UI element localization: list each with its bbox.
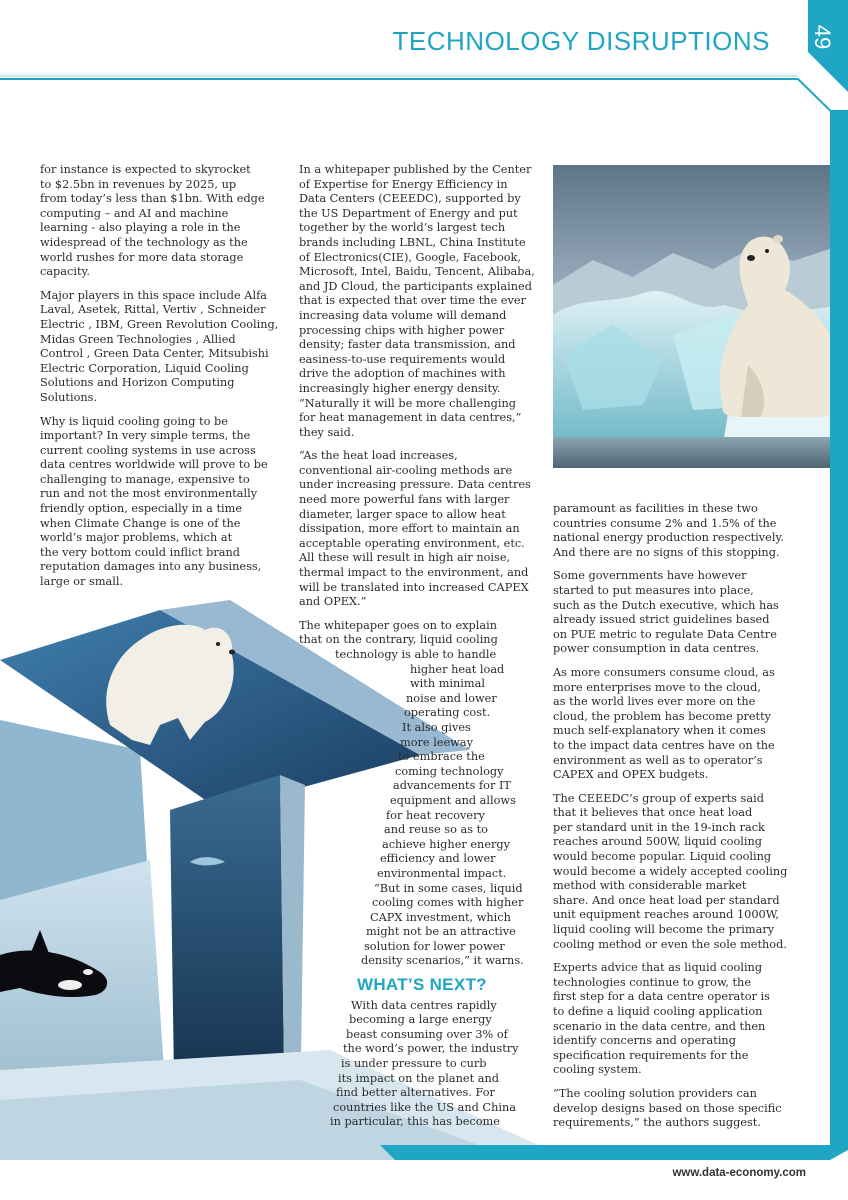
text-line: CAPX investment, which <box>370 910 511 924</box>
text-line: of Expertise for Energy Efficiency in <box>299 177 508 191</box>
text-line: and JD Cloud, the participants explained <box>299 279 532 293</box>
text-line: data centres worldwide will prove to be <box>40 458 268 472</box>
text-line: Electric Corporation, Liquid Cooling <box>40 361 249 375</box>
text-line: diameter, larger space to allow heat <box>299 507 506 521</box>
text-line: In a whitepaper published by the Center <box>299 163 532 176</box>
text-line: run and not the most environmentally <box>40 487 258 501</box>
text-line: paramount as facilities in these two <box>553 502 758 515</box>
paragraph <box>299 449 531 610</box>
text-line: with minimal <box>410 677 485 691</box>
text-line: And there are no signs of this stopping. <box>553 545 780 559</box>
text-line: for heat management in data centres,” <box>299 411 522 425</box>
text-line: already issued strict guidelines based <box>553 613 770 627</box>
text-line: increasingly higher energy density. <box>299 381 501 395</box>
text-line: need more powerful fans with larger <box>299 493 510 507</box>
text-line: widespread of the technology as the <box>40 235 248 249</box>
text-line: cooling system. <box>553 1063 642 1077</box>
text-line: countries consume 2% and 1.5% of the <box>553 516 777 530</box>
text-line: and OPEX.” <box>299 595 367 609</box>
page-number: 49 <box>809 24 835 50</box>
text-line: the word’s power, the industry <box>343 1042 519 1056</box>
text-line: power consumption in data centres. <box>553 642 760 656</box>
text-line: scenario in the data centre, and then <box>553 1019 766 1033</box>
text-line: share. And once heat load per standard <box>553 893 780 907</box>
text-line: Why is liquid cooling going to be <box>40 414 228 428</box>
text-line: under increasing pressure. Data centres <box>299 478 531 492</box>
text-line: per standard unit in the 19-inch rack <box>553 820 765 834</box>
text-line: cooling comes with higher <box>372 896 524 910</box>
paragraph <box>553 791 788 953</box>
paragraph <box>553 502 784 560</box>
text-column-3 <box>553 502 788 1140</box>
text-line: “As the heat load increases, <box>299 449 458 463</box>
text-line: technologies continue to grow, the <box>553 975 751 989</box>
text-line: liquid cooling will become the primary <box>553 923 775 937</box>
text-line: might not be an attractive <box>366 925 516 939</box>
text-line: from today’s less than $1bn. With edge <box>40 192 265 206</box>
text-line: reaches around 500W, liquid cooling <box>553 835 763 849</box>
text-line: environment as well as to operator’s <box>553 753 763 767</box>
text-line: that is expected that over time the ever <box>299 294 526 308</box>
text-line: brands including LBNL, China Institute <box>299 235 526 249</box>
text-line: identify concerns and operating <box>553 1034 736 1048</box>
footer-url[interactable]: www.data-economy.com <box>672 1167 806 1179</box>
text-line: dissipation, more effort to maintain an <box>299 522 520 536</box>
text-line: to the impact data centres have on the <box>553 738 775 752</box>
text-line: As more consumers consume cloud, as <box>553 665 775 679</box>
paragraph <box>553 961 771 1078</box>
text-line: CAPEX and OPEX budgets. <box>553 768 709 782</box>
text-line: computing – and AI and machine <box>40 206 229 220</box>
text-line: achieve higher energy <box>382 837 511 851</box>
text-line: develop designs based on those specific <box>553 1101 782 1115</box>
text-column-1 <box>40 163 279 599</box>
text-line: Major players in this space include Alfa <box>40 288 267 302</box>
text-line: and reuse so as to <box>384 823 488 837</box>
text-line: becoming a large energy <box>349 1013 492 1027</box>
text-line: is under pressure to curb <box>341 1057 487 1071</box>
text-line: for heat recovery <box>386 808 485 822</box>
text-line: cooling method or even the sole method. <box>553 937 787 951</box>
wrapped-paragraph <box>299 999 517 1130</box>
text-line: national energy production respectively. <box>553 531 784 545</box>
text-line: increasing data volume will demand <box>299 308 507 322</box>
text-line: “Naturally it will be more challenging <box>299 396 516 410</box>
paragraph <box>553 665 775 783</box>
text-line: to $2.5bn in revenues by 2025, up <box>40 177 237 191</box>
text-line: countries like the US and China <box>333 1100 516 1114</box>
text-line: would become a widely accepted cooling <box>553 864 788 878</box>
text-line: that on the contrary, liquid cooling <box>299 633 498 647</box>
text-line: started to put measures into place, <box>553 583 754 597</box>
text-line: technology is able to handle <box>335 648 497 661</box>
text-line: With data centres rapidly <box>351 998 497 1012</box>
text-line: All these will result in high air noise, <box>299 551 511 565</box>
text-line: thermal impact to the environment, and <box>299 566 529 580</box>
text-line: Laval, Asetek, Rittal, Vertiv , Schneider <box>40 303 266 317</box>
wrapped-paragraph <box>299 618 524 969</box>
text-line: requirements,” the authors suggest. <box>553 1116 761 1130</box>
text-line: together by the world’s largest tech <box>299 221 506 235</box>
text-line: advancements for IT <box>393 779 511 793</box>
text-line: reputation damages into any business, <box>40 560 262 574</box>
text-line: higher heat load <box>410 662 505 676</box>
paragraph <box>40 415 276 590</box>
text-line: drive the adoption of machines with <box>299 367 506 381</box>
text-line: Data Centers (CEEEDC), supported by <box>299 192 521 206</box>
text-line: acceptable operating environment, etc. <box>299 536 525 550</box>
text-line: easiness-to-use requirements would <box>299 352 506 366</box>
text-line: beast consuming over 3% of <box>346 1027 508 1041</box>
text-line: Experts advice that as liquid cooling <box>553 961 763 975</box>
text-line: that it believes that once heat load <box>553 806 753 820</box>
text-line: they said. <box>299 425 355 439</box>
text-line: challenging to manage, expensive to <box>40 472 250 486</box>
text-line: of Electronics(CIE), Google, Facebook, <box>299 250 521 264</box>
text-line: first step for a data centre operator is <box>553 990 770 1004</box>
text-line: environmental impact. <box>377 866 507 880</box>
text-line: in particular, this has become <box>330 1115 500 1129</box>
text-line: The whitepaper goes on to explain <box>299 618 497 632</box>
text-line: equipment and allows <box>390 793 516 807</box>
text-line: world’s major problems, which at <box>40 531 233 545</box>
paragraph <box>40 163 276 280</box>
text-line: density; faster data transmission, and <box>299 338 516 352</box>
text-line: Some governments have however <box>553 569 747 583</box>
text-line: to embrace the <box>398 750 485 764</box>
text-line: learning - also playing a role in the <box>40 221 241 235</box>
section-title: TECHNOLOGY DISRUPTIONS <box>392 26 770 56</box>
text-line: solution for lower power <box>364 939 505 953</box>
text-line: friendly option, especially in a time <box>40 502 243 516</box>
text-line: would become popular. Liquid cooling <box>553 850 772 864</box>
text-line: find better alternatives. For <box>336 1086 495 1100</box>
text-line: Solutions and Horizon Computing <box>40 376 235 390</box>
text-line: as the world lives ever more on the <box>553 695 756 709</box>
text-line: to define a liquid cooling application <box>553 1005 763 1018</box>
text-line: Electric , IBM, Green Revolution Cooling, <box>40 317 279 331</box>
text-line: world rushes for more data storage <box>40 250 244 264</box>
text-line: its impact on the planet and <box>338 1071 499 1085</box>
text-line: much self-explanatory when it comes <box>553 724 766 738</box>
paragraph <box>40 288 279 406</box>
text-line: more enterprises move to the cloud, <box>553 680 761 694</box>
text-line: processing chips with higher power <box>299 323 505 337</box>
text-line: unit equipment reaches around 1000W, <box>553 908 779 922</box>
paragraph <box>299 163 535 440</box>
text-line: the US Department of Energy and put <box>299 206 518 220</box>
text-line: Solutions. <box>40 390 98 404</box>
text-line: will be translated into increased CAPEX <box>299 580 529 594</box>
text-line: noise and lower <box>406 691 497 705</box>
text-line: the very bottom could inflict brand <box>40 545 240 559</box>
text-line: Microsoft, Intel, Baidu, Tencent, Alibaba, <box>299 265 535 279</box>
text-column-2 <box>299 163 535 1139</box>
text-line: capacity. <box>40 265 90 279</box>
text-line: It also gives <box>402 720 471 734</box>
text-line: Midas Green Technologies , Allied <box>40 332 236 346</box>
text-line: for instance is expected to skyrocket <box>40 163 251 176</box>
text-line: Control , Green Data Center, Mitsubishi <box>40 347 269 361</box>
text-line: coming technology <box>395 764 504 778</box>
text-line: efficiency and lower <box>380 852 496 866</box>
text-line: specification requirements for the <box>553 1048 749 1062</box>
text-line: large or small. <box>40 575 124 589</box>
paragraph <box>553 1086 782 1131</box>
text-line: “The cooling solution providers can <box>553 1086 757 1100</box>
text-line: “But in some cases, liquid <box>374 881 523 895</box>
paragraph <box>553 569 779 657</box>
section-heading: WHAT’S NEXT? <box>357 975 487 995</box>
text-line: important? In very simple terms, the <box>40 429 251 443</box>
text-line: on PUE metric to regulate Data Centre <box>553 627 777 641</box>
text-line: conventional air-cooling methods are <box>299 463 513 477</box>
text-line: The CEEEDC’s group of experts said <box>553 791 764 805</box>
text-line: cloud, the problem has become pretty <box>553 709 772 723</box>
text-line: when Climate Change is one of the <box>40 516 241 530</box>
text-line: such as the Dutch executive, which has <box>553 598 779 612</box>
text-line: density scenarios,” it warns. <box>361 954 524 968</box>
text-line: operating cost. <box>404 706 491 720</box>
text-line: method with considerable market <box>553 879 747 893</box>
text-line: current cooling systems in use across <box>40 443 256 457</box>
text-line: more leeway <box>400 735 473 749</box>
